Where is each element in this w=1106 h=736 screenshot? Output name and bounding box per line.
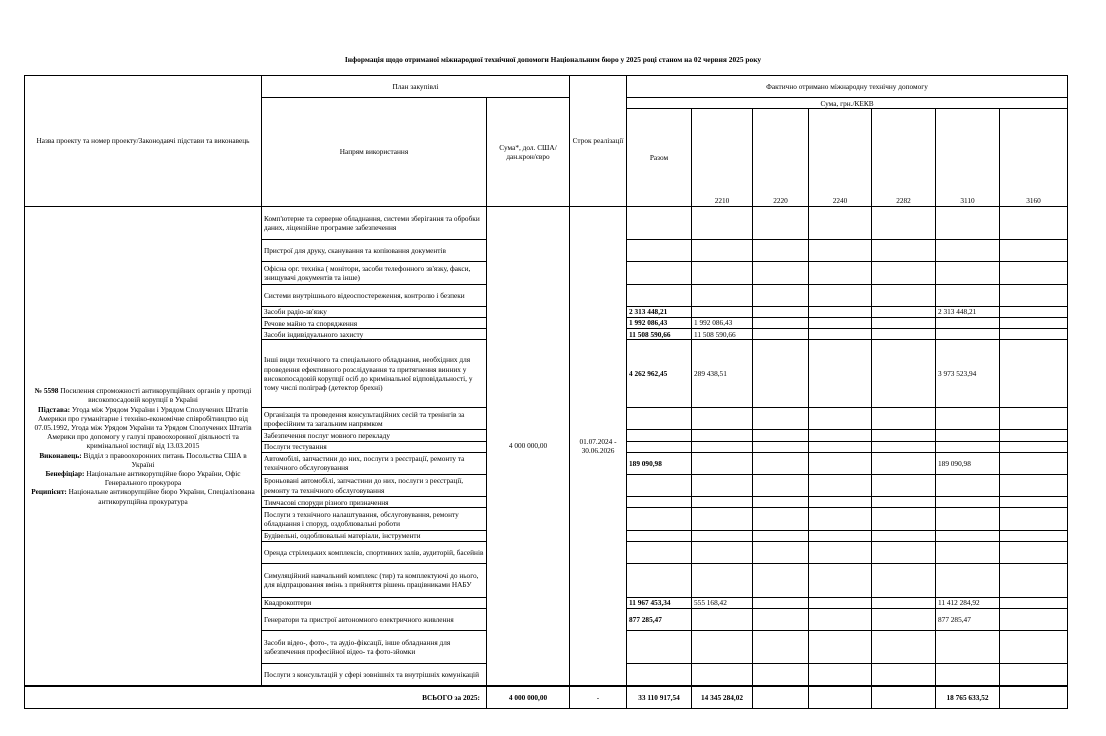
item-kekv-2282 [872,564,936,597]
project-recipient: Національне антикорупційне бюро України, Спеціалізована антикорупційна прокуратура [66,487,255,506]
item-kekv-2282 [872,508,936,530]
item-kekv-3160 [1000,441,1068,452]
project-beneficiary: Національне антикорупційне бюро України, Офіс Генерального прокурора [84,468,241,488]
item-kekv-3110 [936,508,1000,530]
header-plan-group: План закупівлі [262,76,570,98]
item-kekv-2220 [753,608,809,630]
header-direction: Напрям використання [262,98,487,206]
item-total [627,408,692,430]
item-kekv-2220 [753,206,809,239]
item-kekv-2210 [692,206,753,239]
item-kekv-2240 [809,630,872,663]
item-kekv-2240 [809,284,872,306]
totals-label: ВСЬОГО за 2025: [25,686,487,708]
item-kekv-3160 [1000,597,1068,608]
item-label: Будівельні, оздоблювальні матеріали, інструменти [262,530,487,541]
item-kekv-2240 [809,608,872,630]
item-kekv-2210 [692,508,753,530]
item-kekv-2210 [692,284,753,306]
item-total [627,284,692,306]
item-label: Системи внутрішнього відеоспостереження, контролю і безпеки [262,284,487,306]
item-total: 4 262 962,45 [627,340,692,408]
header-project: Назва проекту та номер проекту/Законодавчі підстави та виконавець [25,76,262,207]
item-kekv-2282 [872,240,936,262]
item-label: Організація та проведення консультаційних сесій та тренінгів за професійним та загальним напрямком [262,408,487,430]
item-kekv-3160 [1000,284,1068,306]
item-label: Послуги з технічного налаштування, обслуговування, ремонту обладнання і споруд, оздоблювальні роботи [262,508,487,530]
item-kekv-2282 [872,441,936,452]
item-kekv-3110 [936,240,1000,262]
item-kekv-2240 [809,206,872,239]
item-label: Засоби радіо-зв'язку [262,306,487,317]
item-label: Симуляційний навчальний комплекс (тир) та комплектуючі до нього, для відпрацювання вмінь з прийняття рішень працівниками НАБУ [262,564,487,597]
item-kekv-2282 [872,530,936,541]
item-kekv-2282 [872,452,936,474]
totals-kekv-2240 [809,686,872,708]
item-kekv-2220 [753,430,809,441]
item-label: Оренда стрілецьких комплексів, спортивних залів, аудиторій, басейнів [262,541,487,563]
totals-sum: 4 000 000,00 [487,686,570,708]
item-kekv-2220 [753,240,809,262]
item-kekv-3110 [936,441,1000,452]
item-kekv-2282 [872,318,936,329]
item-kekv-2240 [809,530,872,541]
item-total [627,508,692,530]
item-kekv-2282 [872,284,936,306]
item-kekv-3110 [936,329,1000,340]
totals-total: 33 110 917,54 [627,686,692,708]
item-kekv-2220 [753,630,809,663]
item-kekv-3160 [1000,497,1068,508]
header-kekv-2240: 2240 [809,109,872,206]
header-kekv-3110: 3110 [936,109,1000,206]
project-recipient-label: Реципієнт: [31,487,67,497]
item-total [627,262,692,284]
item-kekv-3160 [1000,430,1068,441]
item-kekv-3110 [936,284,1000,306]
item-label: Тимчасові споруди різного призначення [262,497,487,508]
item-label: Офісна орг. техніка ( монітори, засоби телефонного зв'язку, факси, знищувачі документів та інше) [262,262,487,284]
item-kekv-3110 [936,262,1000,284]
item-kekv-3160 [1000,240,1068,262]
item-kekv-2220 [753,452,809,474]
item-kekv-3110 [936,541,1000,563]
item-kekv-2220 [753,306,809,317]
item-kekv-3110: 189 090,98 [936,452,1000,474]
item-kekv-2210 [692,497,753,508]
item-kekv-3160 [1000,664,1068,686]
project-number: № 5598 [34,386,59,396]
header-kekv-3160: 3160 [1000,109,1068,206]
item-kekv-3160 [1000,508,1068,530]
item-kekv-2220 [753,508,809,530]
item-kekv-3110 [936,564,1000,597]
item-kekv-2282 [872,408,936,430]
item-kekv-3110 [936,530,1000,541]
item-label: Засоби індивідуального захисту [262,329,487,340]
item-kekv-2240 [809,408,872,430]
item-kekv-2240 [809,541,872,563]
header-kekv-2282: 2282 [872,109,936,206]
item-label: Засоби відео-, фото-, та аудіо-фіксації, інше обладнання для забезпечення професійної відео- та фото-зйомки [262,630,487,663]
item-label: Квадрокоптери [262,597,487,608]
item-kekv-2220 [753,564,809,597]
item-kekv-2210 [692,408,753,430]
item-kekv-2282 [872,497,936,508]
item-kekv-2210 [692,530,753,541]
item-total [627,240,692,262]
item-label: Броньовані автомобілі, запчастини до них, послуги з реєстрації, ремонту та технічного обслуговування [262,475,487,497]
item-kekv-2240 [809,240,872,262]
item-label: Пристрої для друку, сканування та копіювання документів [262,240,487,262]
item-total [627,430,692,441]
item-kekv-3160 [1000,340,1068,408]
item-kekv-2240 [809,564,872,597]
item-kekv-2220 [753,441,809,452]
item-kekv-3160 [1000,475,1068,497]
item-kekv-2240 [809,452,872,474]
page-title: Інформація щодо отриманої міжнародної технічної допомоги Національним бюро у 2025 році станом на 02 червня 2025 року [344,55,762,64]
project-executor: Відділ з правоохоронних питань Посольства США в Україні [81,450,247,469]
item-label: Забезпечення послуг мовного перекладу [262,430,487,441]
totals-kekv-2220 [753,686,809,708]
item-kekv-2220 [753,497,809,508]
item-total [627,564,692,597]
item-kekv-2240 [809,597,872,608]
item-total [627,530,692,541]
project-sum: 4 000 000,00 [487,206,570,686]
table-row [25,206,1068,239]
item-kekv-3160 [1000,541,1068,563]
item-kekv-2220 [753,664,809,686]
item-kekv-2210 [692,475,753,497]
header-actual-group: Фактично отримано міжнародну технічну допомогу [627,76,1068,98]
item-kekv-3110: 3 973 523,94 [936,340,1000,408]
item-kekv-2282 [872,340,936,408]
project-name: Посилення спроможності антикорупційних органів у протиді високопосадовій корупції в Україні [58,386,252,405]
item-kekv-3110 [936,630,1000,663]
item-label: Речове майно та спорядження [262,318,487,329]
item-kekv-3110 [936,664,1000,686]
header-sum-kekv: Сума, грн./КЕКВ [627,98,1068,109]
item-label: Автомобілі, запчастини до них, послуги з реєстрації, ремонту та технічного обслуговування [262,452,487,474]
project-term: 01.07.2024 - 30.06.2026 [570,206,627,686]
item-kekv-2282 [872,306,936,317]
item-kekv-2220 [753,541,809,563]
header-sum: Сума*, дол. США/дан.крон/євро [487,98,570,206]
item-kekv-3160 [1000,206,1068,239]
item-kekv-2210: 289 438,51 [692,340,753,408]
item-total [627,206,692,239]
item-total: 11 967 453,34 [627,597,692,608]
item-kekv-3160 [1000,318,1068,329]
item-total [627,541,692,563]
item-total: 877 285,47 [627,608,692,630]
item-total: 189 090,98 [627,452,692,474]
item-total [627,664,692,686]
item-total: 11 508 590,66 [627,329,692,340]
item-kekv-2282 [872,664,936,686]
item-kekv-3160 [1000,306,1068,317]
totals-kekv-3110: 18 765 633,52 [936,686,1000,708]
item-kekv-2240 [809,441,872,452]
item-kekv-2210 [692,430,753,441]
item-kekv-3110 [936,430,1000,441]
item-kekv-2240 [809,306,872,317]
item-kekv-2240 [809,497,872,508]
header-kekv-2210: 2210 [692,109,753,206]
item-kekv-2210 [692,262,753,284]
item-kekv-3110 [936,475,1000,497]
item-kekv-2282 [872,206,936,239]
item-kekv-3110 [936,206,1000,239]
item-kekv-2220 [753,408,809,430]
item-total: 1 992 086,43 [627,318,692,329]
item-kekv-3160 [1000,452,1068,474]
item-kekv-3160 [1000,408,1068,430]
item-kekv-2282 [872,597,936,608]
item-kekv-3110 [936,497,1000,508]
item-kekv-2210 [692,608,753,630]
project-cell [25,206,262,686]
item-kekv-2210: 1 992 086,43 [692,318,753,329]
item-label: Послуги тестування [262,441,487,452]
item-label: Комп'ютерне та серверне обладнання, системи зберігання та обробки даних, ліцензійне програмне забезпечення [262,206,487,239]
project-basis: Угода між Урядом України і Урядом Сполучених Штатів Америки про гуманітарне і техніко-економічне співробітництво від 07.05.1992, Угода між Урядом України та Урядом Сполучених Штатів Америки про допомогу у галузі правоохоронної діяльності та кримінальної юстиції від 13.03.2015 [34,404,252,451]
item-label: Послуги з консультацій у сфері зовнішніх та внутрішніх комунікацій [262,664,487,686]
item-kekv-2282 [872,262,936,284]
item-total [627,475,692,497]
item-total [627,441,692,452]
item-kekv-3110: 2 313 448,21 [936,306,1000,317]
item-kekv-2220 [753,597,809,608]
project-executor-label: Виконавець: [39,450,82,460]
item-kekv-3160 [1000,608,1068,630]
item-kekv-2210 [692,240,753,262]
item-kekv-2282 [872,608,936,630]
item-kekv-2220 [753,284,809,306]
item-kekv-2210 [692,541,753,563]
totals-kekv-2210: 14 345 284,02 [692,686,753,708]
item-kekv-2240 [809,262,872,284]
item-kekv-2282 [872,430,936,441]
item-kekv-3160 [1000,564,1068,597]
item-kekv-3160 [1000,630,1068,663]
item-total: 2 313 448,21 [627,306,692,317]
item-kekv-2240 [809,475,872,497]
item-kekv-2210: 555 168,42 [692,597,753,608]
project-basis-label: Підстава: [38,404,71,414]
item-kekv-3110 [936,408,1000,430]
item-kekv-3160 [1000,530,1068,541]
item-kekv-2282 [872,475,936,497]
item-kekv-2220 [753,329,809,340]
item-kekv-2210: 11 508 590,66 [692,329,753,340]
item-kekv-2210 [692,306,753,317]
item-kekv-2240 [809,318,872,329]
item-kekv-2220 [753,340,809,408]
item-kekv-2210 [692,564,753,597]
item-kekv-2210 [692,664,753,686]
item-kekv-2240 [809,664,872,686]
item-kekv-2220 [753,318,809,329]
item-kekv-2220 [753,262,809,284]
item-kekv-3110 [936,318,1000,329]
totals-term: - [570,686,627,708]
item-total [627,497,692,508]
totals-row [25,686,1068,708]
item-kekv-3110: 11 412 284,92 [936,597,1000,608]
item-label: Генератори та пристрої автономного електричного живлення [262,608,487,630]
header-total: Разом [627,109,692,206]
item-kekv-3160 [1000,329,1068,340]
totals-kekv-2282 [872,686,936,708]
aid-table [24,75,1068,709]
totals-kekv-3160 [1000,686,1068,708]
item-label: Інші види технічного та спеціального обладнання, необхідних для проведення ефективного розслідування та притягнення винних у високопосадовій корупції осіб до кримінальної відповідальності, у тому числі поліграф (детектор брехні) [262,340,487,408]
header-term: Строк реалізації [570,76,627,207]
item-kekv-2282 [872,541,936,563]
item-kekv-2282 [872,630,936,663]
item-kekv-2240 [809,329,872,340]
project-beneficiary-label: Бенефіціар: [45,468,85,478]
header-kekv-2220: 2220 [753,109,809,206]
item-kekv-3110: 877 285,47 [936,608,1000,630]
item-kekv-2240 [809,508,872,530]
item-kekv-2220 [753,475,809,497]
item-kekv-2220 [753,530,809,541]
item-kekv-2240 [809,340,872,408]
item-kekv-3160 [1000,262,1068,284]
item-kekv-2210 [692,452,753,474]
item-total [627,630,692,663]
item-kekv-2210 [692,630,753,663]
item-kekv-2282 [872,329,936,340]
item-kekv-2240 [809,430,872,441]
item-kekv-2210 [692,441,753,452]
